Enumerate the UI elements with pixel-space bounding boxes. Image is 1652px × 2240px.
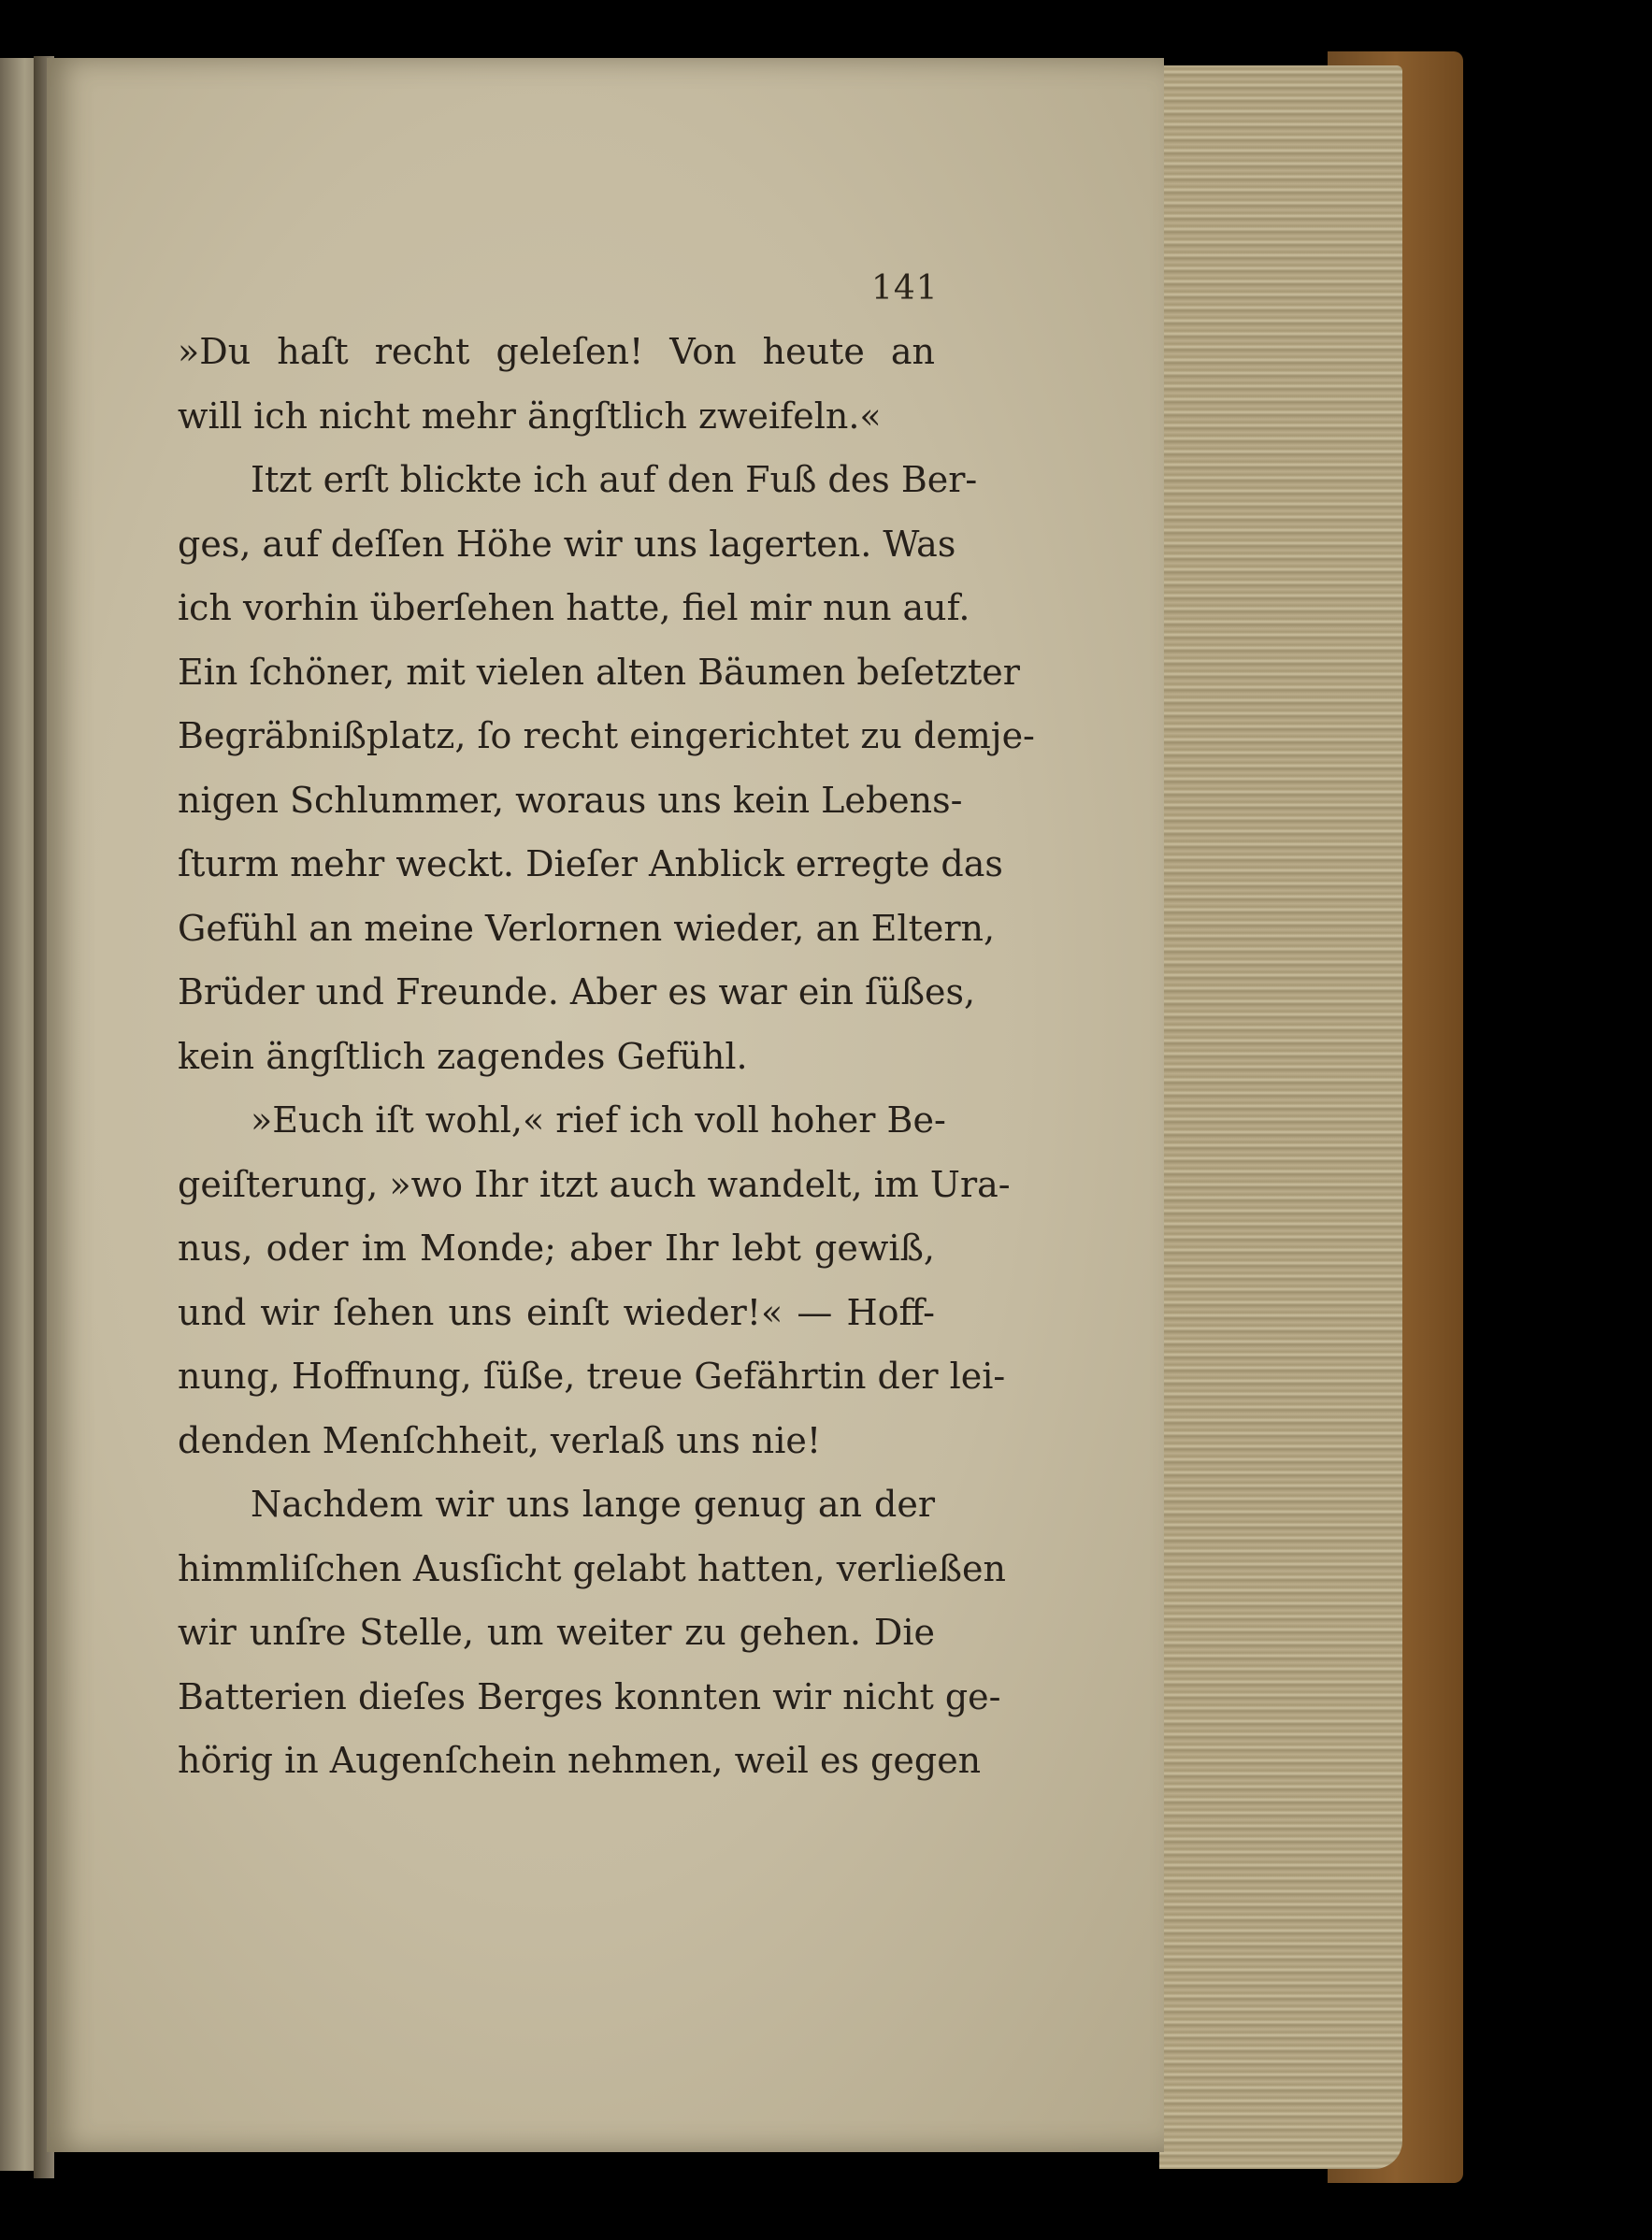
text-line: »Du haſt recht geleſen! Von heute an <box>178 331 935 372</box>
text-line: will ich nicht mehr ängſtlich zweifeln.« <box>178 395 882 437</box>
book-page <box>47 58 1164 2152</box>
text-line: hörig in Augenſchein nehmen, weil es gegen <box>178 1740 982 1781</box>
body-text <box>178 320 1035 1793</box>
text-line: nus, oder im Monde; aber Ihr lebt gewiß, <box>178 1228 935 1269</box>
text-line: Brüder und Freunde. Aber es war ein ſüßes, <box>178 971 976 1012</box>
text-line: ges, auf deſſen Höhe wir uns lagerten. Was <box>178 523 956 565</box>
text-line: Batterien dieſes Berges konnten wir nicht ge- <box>178 1675 1001 1717</box>
text-line: nigen Schlummer, woraus uns kein Lebens- <box>178 779 963 821</box>
text-line: Nachdem wir uns lange genug an der <box>251 1484 935 1525</box>
text-line: geiſterung, »wo Ihr itzt auch wandelt, im Ura- <box>178 1163 1011 1205</box>
text-line: ich vorhin überſehen hatte, fiel mir nun auf. <box>178 587 970 628</box>
text-line: Gefühl an meine Verlornen wieder, an Eltern, <box>178 907 996 949</box>
text-line: ſturm mehr weckt. Dieſer Anblick erregte das <box>178 843 1003 884</box>
text-line: Begräbnißplatz, ſo recht eingerichtet zu demje- <box>178 715 1035 756</box>
page-edges <box>1159 65 1402 2169</box>
text-line: und wir ſehen uns einſt wieder!« — Hoff- <box>178 1291 935 1333</box>
text-line: Itzt erſt blickte ich auf den Fuß des Ber- <box>251 459 978 500</box>
text-line: wir unſre Stelle, um weiter zu gehen. Die <box>178 1612 935 1653</box>
text-line: Ein ſchöner, mit vielen alten Bäumen beſetzter <box>178 651 1020 693</box>
text-line: kein ängſtlich zagendes Gefühl. <box>178 1035 748 1077</box>
text-line: »Euch iſt wohl,« rief ich voll hoher Be- <box>251 1099 946 1141</box>
page-number: 141 <box>871 269 939 308</box>
text-line: denden Menſchheit, verlaß uns nie! <box>178 1419 822 1461</box>
text-line: himmliſchen Ausſicht gelabt hatten, verließen <box>178 1547 1006 1589</box>
text-line: nung, Hoffnung, ſüße, treue Gefährtin der lei- <box>178 1356 1006 1397</box>
